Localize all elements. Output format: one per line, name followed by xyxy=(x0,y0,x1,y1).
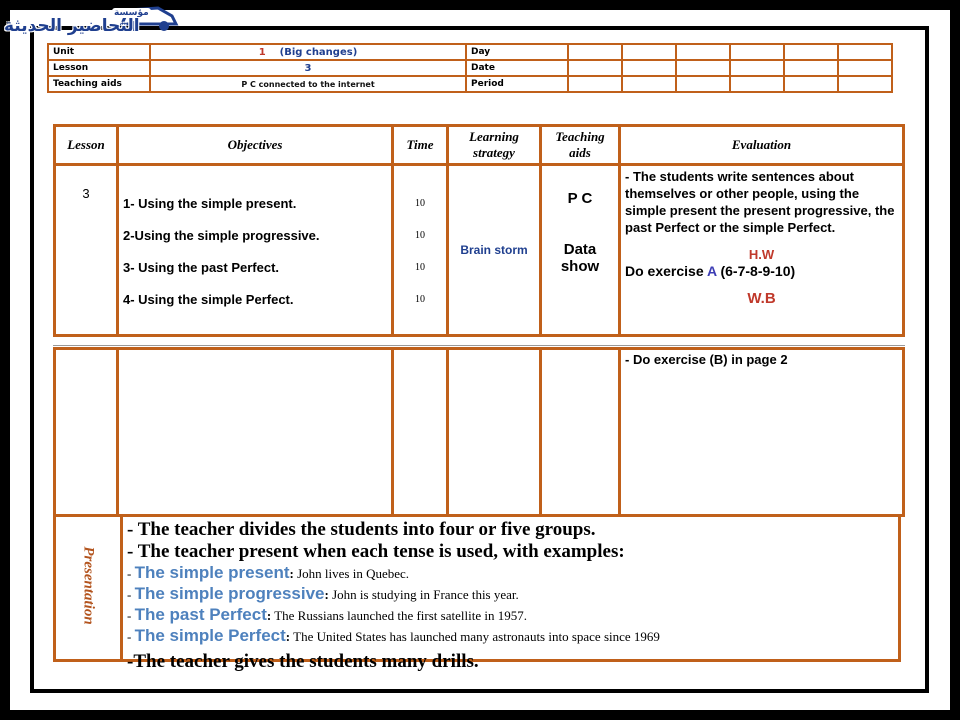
period-cell[interactable] xyxy=(839,77,891,91)
hw-label: H.W xyxy=(748,247,775,262)
col-header-lesson: Lesson xyxy=(56,127,116,163)
date-cell[interactable] xyxy=(731,61,783,75)
lesson-number: 3 xyxy=(56,166,116,334)
day-cell[interactable] xyxy=(623,45,675,59)
evaluation-text: - The students write sentences about themselves or other people, using the simple present the present progressive, the past Perfect or the simple Perfect. xyxy=(625,169,895,235)
logo xyxy=(0,0,190,44)
date-cell[interactable] xyxy=(569,61,621,75)
presentation-box xyxy=(53,514,901,672)
empty-cell xyxy=(394,350,446,514)
day-cell[interactable] xyxy=(785,45,837,59)
logo-subtitle: مؤسسة xyxy=(114,8,149,18)
aids-cell xyxy=(542,166,618,334)
time-value: 10 xyxy=(415,294,425,305)
objectives-cell xyxy=(119,166,391,334)
date-cell[interactable] xyxy=(839,61,891,75)
day-cell[interactable] xyxy=(731,45,783,59)
objective-item: 3- Using the past Perfect. xyxy=(123,260,280,275)
period-cell[interactable] xyxy=(731,77,783,91)
empty-cell xyxy=(542,350,618,514)
time-cell xyxy=(394,166,446,334)
date-cell[interactable] xyxy=(623,61,675,75)
period-cell[interactable] xyxy=(569,77,621,91)
aid-item: P C xyxy=(567,190,593,207)
presentation-label-cell xyxy=(56,517,120,659)
objective-item: 4- Using the simple Perfect. xyxy=(123,292,294,307)
lesson-plan-table xyxy=(53,124,905,337)
exercise-line: Do exercise A (6-7-8-9-10) xyxy=(625,263,796,279)
strategy-value: Brain storm xyxy=(449,166,539,334)
time-value: 10 xyxy=(415,262,425,273)
lesson-value: 3 xyxy=(151,61,465,75)
unit-label: Unit xyxy=(49,45,149,59)
period-cell[interactable] xyxy=(785,77,837,91)
logo-title: التحاضير الحديثة xyxy=(4,16,140,36)
tense-example: - The simple present: John lives in Quebec. xyxy=(127,563,410,582)
day-cell[interactable] xyxy=(839,45,891,59)
day-cell[interactable] xyxy=(677,45,729,59)
period-label: Period xyxy=(467,77,567,91)
col-header-time: Time xyxy=(394,127,446,163)
aids-label: Teaching aids xyxy=(49,77,149,91)
time-value: 10 xyxy=(415,198,425,209)
presentation-line: - The teacher divides the students into four or five groups. xyxy=(127,519,596,540)
date-cell[interactable] xyxy=(677,61,729,75)
col-header-strategy: Learning strategy xyxy=(449,127,539,163)
col-header-aids: Teaching aids xyxy=(542,127,618,163)
empty-cell xyxy=(119,350,391,514)
wb-exercise: - Do exercise (B) in page 2 xyxy=(621,350,902,514)
presentation-line: - The teacher present when each tense is used, with examples: xyxy=(127,541,625,562)
unit-value: 1 (Big changes) xyxy=(151,45,465,59)
date-cell[interactable] xyxy=(785,61,837,75)
lesson-label: Lesson xyxy=(49,61,149,75)
objective-item: 1- Using the simple present. xyxy=(123,196,297,211)
tense-example: - The past Perfect: The Russians launched the first satellite in 1957. xyxy=(127,605,527,624)
day-label: Day xyxy=(467,45,567,59)
aids-value: P C connected to the internet xyxy=(151,77,465,91)
period-cell[interactable] xyxy=(623,77,675,91)
presentation-label: Presentation xyxy=(80,546,97,625)
tense-example: - The simple Perfect: The United States has launched many astronauts into space since 1969 xyxy=(127,626,660,645)
empty-cell xyxy=(449,350,539,514)
wb-label: W.B xyxy=(747,290,776,307)
tense-example: - The simple progressive: John is studying in France this year. xyxy=(127,584,519,603)
evaluation-cell xyxy=(621,166,902,334)
day-cell[interactable] xyxy=(569,45,621,59)
col-header-evaluation: Evaluation xyxy=(621,127,902,163)
lesson-plan-continued xyxy=(53,347,905,517)
header-table xyxy=(47,43,893,93)
presentation-body xyxy=(123,517,898,672)
empty-cell xyxy=(56,350,116,514)
period-cell[interactable] xyxy=(677,77,729,91)
divider xyxy=(53,345,905,346)
presentation-line: -The teacher gives the students many drills. xyxy=(127,651,479,672)
col-header-objectives: Objectives xyxy=(119,127,391,163)
time-value: 10 xyxy=(415,230,425,241)
aid-item: Data show xyxy=(560,241,600,275)
objective-item: 2-Using the simple progressive. xyxy=(123,228,320,243)
date-label: Date xyxy=(467,61,567,75)
